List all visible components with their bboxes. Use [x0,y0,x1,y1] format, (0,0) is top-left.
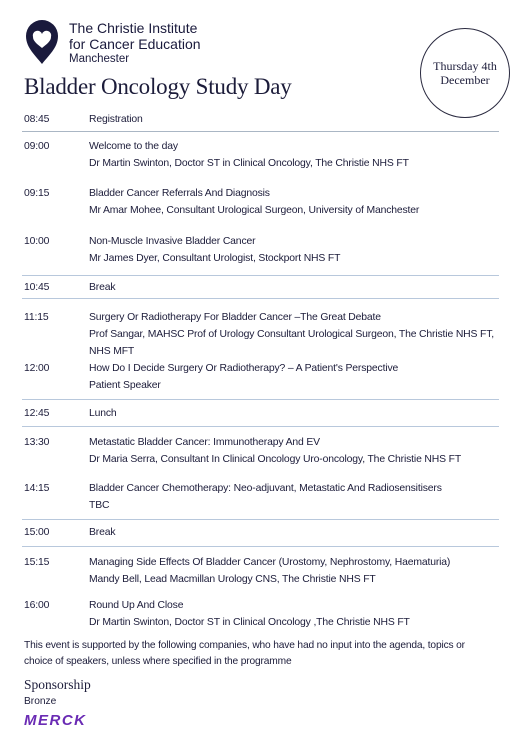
agenda-title: Bladder Cancer Chemotherapy: Neo-adjuvant, Metastatic And Radiosensitisers [89,483,442,494]
sponsorship-heading: Sponsorship [24,677,91,692]
merck-logo: MERCK [24,712,87,729]
divider [22,298,499,299]
agenda-title: How Do I Decide Surgery Or Radiotherapy? – A Patient's Perspective [89,363,399,374]
agenda-time: 10:00 [24,236,50,247]
agenda-title: Non-Muscle Invasive Bladder Cancer [89,236,256,247]
divider [22,426,499,427]
agenda-title: Managing Side Effects Of Bladder Cancer (Urostomy, Nephrostomy, Haematuria) [89,557,451,568]
agenda-speaker: Prof Sangar, MAHSC Prof of Urology Consultant Urological Surgeon, The Christie NHS FT, NHS MFT [89,329,495,357]
agenda-time: 11:15 [24,312,49,323]
divider [22,275,499,276]
agenda-speaker: Patient Speaker [89,380,161,391]
org-line-3: Manchester [69,53,130,65]
agenda-time: 08:45 [24,114,50,125]
agenda-title: Registration [89,114,143,125]
christie-heart-logo-icon [24,20,60,66]
sponsor-tier: Bronze [24,696,57,707]
org-line-2: for Cancer Education [69,36,201,52]
agenda-speaker: Mandy Bell, Lead Macmillan Urology CNS, The Christie NHS FT [89,574,376,585]
divider [22,546,499,547]
agenda-title: Bladder Cancer Referrals And Diagnosis [89,188,270,199]
agenda-time: 12:00 [24,363,50,374]
agenda-title: Metastatic Bladder Cancer: Immunotherapy And EV [89,437,320,448]
agenda-title: Break [89,527,116,538]
agenda-title: Surgery Or Radiotherapy For Bladder Cancer –The Great Debate [89,312,381,323]
agenda-speaker: Dr Martin Swinton, Doctor ST in Clinical Oncology, The Christie NHS FT [89,158,409,169]
agenda-time: 15:00 [24,527,50,538]
agenda-time: 15:15 [24,557,50,568]
agenda-speaker: Mr Amar Mohee, Consultant Urological Surgeon, University of Manchester [89,205,420,216]
agenda-title: Round Up And Close [89,600,184,611]
event-date: Thursday 4th December [433,59,497,87]
agenda-time: 10:45 [24,282,50,293]
agenda-time: 14:15 [24,483,50,494]
org-line-1: The Christie Institute [69,20,198,36]
agenda-title: Break [89,282,116,293]
agenda-time: 12:45 [24,408,50,419]
agenda-speaker: TBC [89,500,110,511]
sponsorship-disclaimer: This event is supported by the following companies, who have had no input into the agenda, topics or choice of speakers, unless where specified in the programme [24,640,465,667]
page-title: Bladder Oncology Study Day [24,74,292,99]
organisation-name [69,20,201,66]
agenda-speaker: Dr Maria Serra, Consultant In Clinical Oncology Uro-oncology, The Christie NHS FT [89,454,462,465]
agenda-speaker: Mr James Dyer, Consultant Urologist, Stockport NHS FT [89,253,341,264]
agenda-time: 09:15 [24,188,50,199]
agenda-time: 16:00 [24,600,50,611]
agenda-speaker: Dr Martin Swinton, Doctor ST in Clinical Oncology ,The Christie NHS FT [89,617,410,628]
divider [22,131,499,132]
agenda-time: 09:00 [24,141,50,152]
agenda-title: Welcome to the day [89,141,178,152]
divider [22,519,499,520]
event-date-badge [420,28,510,118]
agenda-title: Lunch [89,408,117,419]
agenda-time: 13:30 [24,437,50,448]
divider [22,399,499,400]
